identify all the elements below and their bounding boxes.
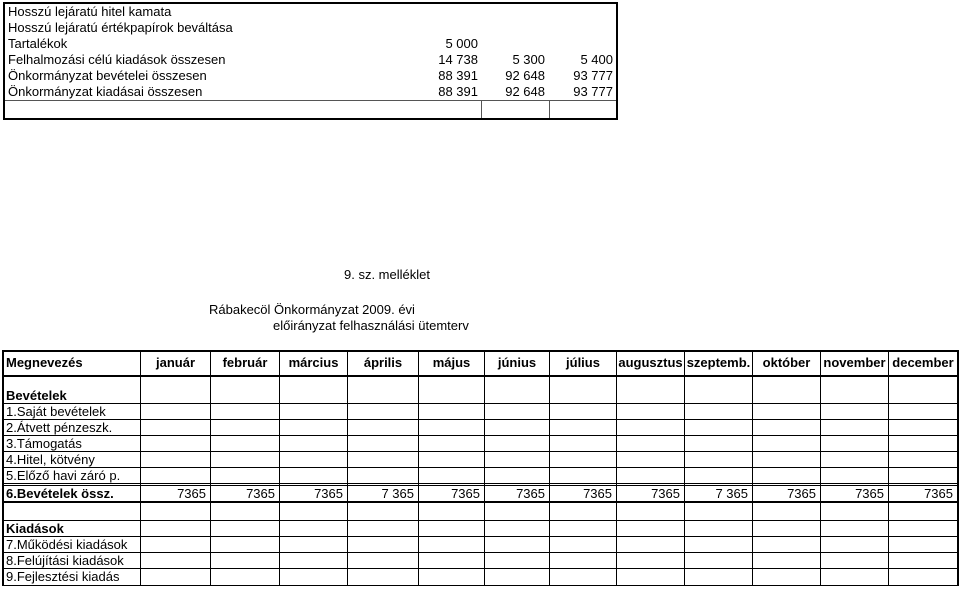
row-border [2,536,957,537]
summary-row-label: Hosszú lejáratú értékpapírok beváltása [8,20,233,35]
total-cell: 7365 [177,486,206,501]
section-heading: Bevételek [6,388,67,403]
body-border [484,377,485,586]
row-label: 9.Fejlesztési kiadás [6,569,120,584]
column-header-month: szeptemb. [686,355,751,370]
summary-row-label: Önkormányzat kiadásai összesen [8,84,203,99]
column-header-month: augusztus [618,355,683,370]
body-border [140,377,141,586]
total-cell: 7 365 [715,486,748,501]
summary-value-3: 5 400 [580,52,613,67]
summary-value-1: 88 391 [438,84,478,99]
column-header-month: november [823,355,886,370]
summary-row-label: Tartalékok [8,36,68,51]
section-heading: Kiadások [6,521,64,536]
total-cell: 7365 [246,486,275,501]
total-cell: 7365 [451,486,480,501]
body-border [684,377,685,586]
summary-value-3: 93 777 [573,84,613,99]
row-border [2,435,957,436]
column-header-month: április [363,355,403,370]
row-border [2,483,957,484]
column-header-name: Megnevezés [6,355,83,370]
row-border [2,467,957,468]
body-border [418,377,419,586]
total-cell: 7 365 [381,486,414,501]
row-label: 5.Előző havi záró p. [6,468,121,483]
total-cell: 7365 [516,486,545,501]
row-label: 8.Felújítási kiadások [6,553,124,568]
column-header-month: július [566,355,600,370]
body-border [616,377,617,586]
row-label: 4.Hitel, kötvény [6,452,95,467]
column-header-month: február [222,355,268,370]
total-cell: 7365 [314,486,343,501]
row-border [2,419,957,420]
body-border [210,377,211,586]
annex-label: 9. sz. melléklet [344,267,430,282]
total-cell: 7365 [651,486,680,501]
summary-row-label: Önkormányzat bevételei összesen [8,68,207,83]
column-header-month: május [432,355,471,370]
summary-row-label: Hosszú lejáratú hitel kamata [8,4,172,19]
row-label: 3.Támogatás [6,436,82,451]
total-cell: 7365 [787,486,816,501]
row-label: 2.Átvett pénzeszk. [6,420,113,435]
total-cell: 7365 [855,486,884,501]
column-header-month: december [892,355,954,370]
header-border [2,350,4,377]
body-border [752,377,753,586]
total-cell: 7365 [924,486,953,501]
column-header-month: január [155,355,195,370]
header-border [2,375,957,377]
column-header-month: október [762,355,811,370]
column-header-month: március [288,355,339,370]
row-label: 1.Saját bevételek [6,404,106,419]
row-label: 7.Működési kiadások [6,537,128,552]
row-border [2,520,957,521]
summary-value-1: 5 000 [445,36,478,51]
summary-value-2: 5 300 [512,52,545,67]
body-border [347,377,348,586]
summary-value-1: 88 391 [438,68,478,83]
summary-value-3: 93 777 [573,68,613,83]
row-border [2,568,957,569]
column-header-month: június [497,355,537,370]
body-border [549,377,550,586]
body-border [888,377,889,586]
page-title: Rábakecöl Önkormányzat 2009. évi [209,302,415,317]
body-border [279,377,280,586]
summary-row-label: Felhalmozási célú kiadások összesen [8,52,226,67]
page-subtitle: előirányzat felhasználási ütemterv [273,318,469,333]
summary-value-2: 92 648 [505,84,545,99]
row-border [2,403,957,404]
summary-value-2: 92 648 [505,68,545,83]
row-border [2,451,957,452]
row-border [2,585,957,586]
body-border [820,377,821,586]
row-border [2,552,957,553]
summary-value-1: 14 738 [438,52,478,67]
body-border [2,377,4,586]
total-cell: 7365 [583,486,612,501]
total-row-label: 6.Bevételek össz. [6,486,114,501]
